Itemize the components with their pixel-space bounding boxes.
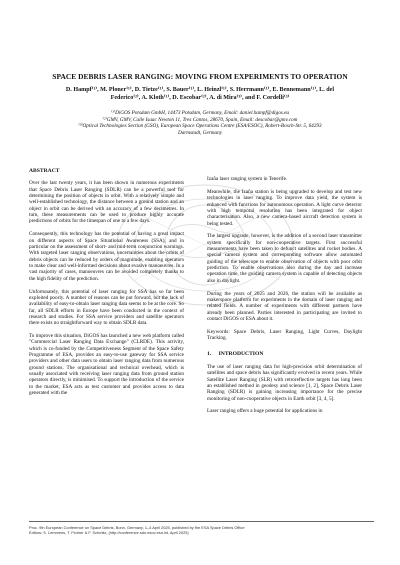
- abstract-paragraph: During the years of 2025 and 2026, the station will be available as makerspace platform for experiments in the domain of laser ranging and related fields. A number of experiments with different partners have already been planned. Parties interested in participating are invited to contact DiGOS or ESA about it.: [207, 290, 362, 323]
- intro-paragraph: The use of laser ranging data for high-precision orbit determination of satellites and space debris has significantly evolved in recent years. While Satellite Laser Ranging (SLR) with retroreflective targets has long been an established method in geodesy and science [1, 2], Space Debris Laser Ranging (SDLR) is gaining increasing importance for the precise monitoring of non-cooperative objects in Earth orbit [3, 4, 5].: [207, 363, 362, 402]
- abstract-paragraph: The largest upgrade, however, is the addition of a second laser transmitter system specifically for non-cooperative targets. First successful measurements have been taken to defunct satellites and rocket bodies. A special camera system and corresponding software allow automated guiding of the telescope to enable observation of objects with poor orbit prediction. To enable observations also during the day and increase operation time, the guiding camera system is capable of detecting objects also in daylight.: [207, 233, 362, 284]
- page-footer: [29, 521, 374, 535]
- abstract-paragraph: Unfortunately, this potential of laser ranging for SSA has so far been exploited poorly. A number of reasons can be put forward, but the lack of availability of easy-to-obtain laser ranging data seems to be at the core. So far, all SDLR efforts in Europe have been conducted in the context of research and studies. For SSA service providers and satellite operators there exists no straightforward way to obtain SDLR data.: [29, 288, 184, 327]
- intro-paragraph: Laser ranging offers a huge potential for applications in: [207, 408, 323, 415]
- abstract-heading: ABSTRACT: [29, 168, 60, 174]
- affiliation-line: ⁽²⁾GMV, GMV, Calle Isaac Newton 11, Tres Cantos, 28670, Spain, Email: descobar@gmv.com: [102, 116, 298, 123]
- footer-line: Proc. 9th European Conference on Space Debris, Bonn, Germany, 1–4 April 2025, published by the ESA Space Debris Office: [29, 525, 245, 530]
- right-column: [207, 176, 362, 421]
- left-column: [29, 168, 184, 403]
- abstract-paragraph: To improve this situation, DiGOS has launched a new web platform called "Commercial Laser Ranging Data Exchange" (CLRDE). This activity, which is co-funded by the Competitiveness Segment of the Space Safety Programme of ESA, provides an easy-to-use gateway for SSA service providers and other data users to obtain laser ranging data from numerous ground stations. The organisational and technical overhead, which is usually associated with receiving laser ranging data from ground station operators directly, is minimised. To support the introduction of the service to the market, ESA acts as test customer and provides access to data generated with the: [29, 333, 184, 397]
- abstract-paragraph: Over the last twenty years, it has been shown in numerous experiments that Space Debris Laser Ranging (SDLR) can be a powerful tool for determining the position of objects in orbit. With a relatively simple and well-established technology, the distance between a ground station and an object in orbit can be derived with an accuracy of a few decimetres. In turn, these measurements can be used to produce highly accurate predictions of orbits for the timespan of one to a few days.: [29, 180, 184, 225]
- abstract-paragraph: Meanwhile, the Izaña station is being upgraded to develop and test new technologies in laser ranging. To improve data yield, the system is enhanced with functions for autonomous operation. A light curve detector with high temporal resolution has been integrated for object characterisation. Also, a new camera-based aircraft detection system is being tested.: [207, 188, 362, 227]
- abstract-paragraph: Izaña laser ranging system in Tenerife.: [207, 176, 288, 182]
- section-number: 1.: [207, 350, 212, 357]
- affiliation-line: Darmstadt, Germany: [177, 129, 223, 136]
- author-list: [30, 87, 370, 102]
- abstract-paragraph: Consequently, this technology has the potential of having a great impact on different aspects of Space Situational Awareness (SSA), and in particular on the assessment of short- and mid-term conjunction warnings. With targeted laser ranging observations, uncertainties about the orbits of debris objects can be reduced by orders of magnitude, enabling operators to make clear and well-informed decisions about evasive manoeuvres. In a vast majority of cases, manoeuvres can be avoided completely thanks to the high fidelity of the prediction.: [29, 231, 184, 282]
- affiliation-line: ⁽¹⁾DiGOS Potsdam GmbH, 14473 Potsdam, Germany, Email: daniel.hampf@digos.eu: [110, 110, 290, 116]
- section-title: INTRODUCTION: [218, 350, 264, 357]
- affiliation-line: ⁽³⁾Optical Technologies Section (GSO), European Space Operations Centre (ESA/ESOC), Robert-Bosch-Str. 5, 64293: [78, 123, 322, 130]
- keywords: Keywords: Space Debris, Laser Ranging, Light Curves, Daylight Tracking.: [207, 328, 362, 342]
- section-heading-introduction: [207, 351, 362, 357]
- paper-title: SPACE DEBRIS LASER RANGING: MOVING FROM EXPERIMENTS TO OPERATION: [52, 72, 348, 81]
- footer-line: Editors: S. Lemmens, T. Flohrer & F. Schmitz, (http://conference.sdo.esoc.esa.int, April 2025): [29, 530, 189, 536]
- affiliation-list: [30, 110, 370, 136]
- author-line: D. Hampf⁽¹⁾, M. Ploner⁽¹⁾, D. Tietze⁽¹⁾, S. Bauer⁽¹⁾, L. Heinzl⁽¹⁾, S. Herrmann⁽¹⁾, E. Bennemann⁽¹⁾, L. del: [65, 87, 335, 93]
- author-line: Federico⁽²⁾, A. Kloth⁽¹⁾, D. Escobar⁽²⁾, A. di Mira⁽³⁾, and F. Cordelli⁽³⁾: [110, 94, 290, 101]
